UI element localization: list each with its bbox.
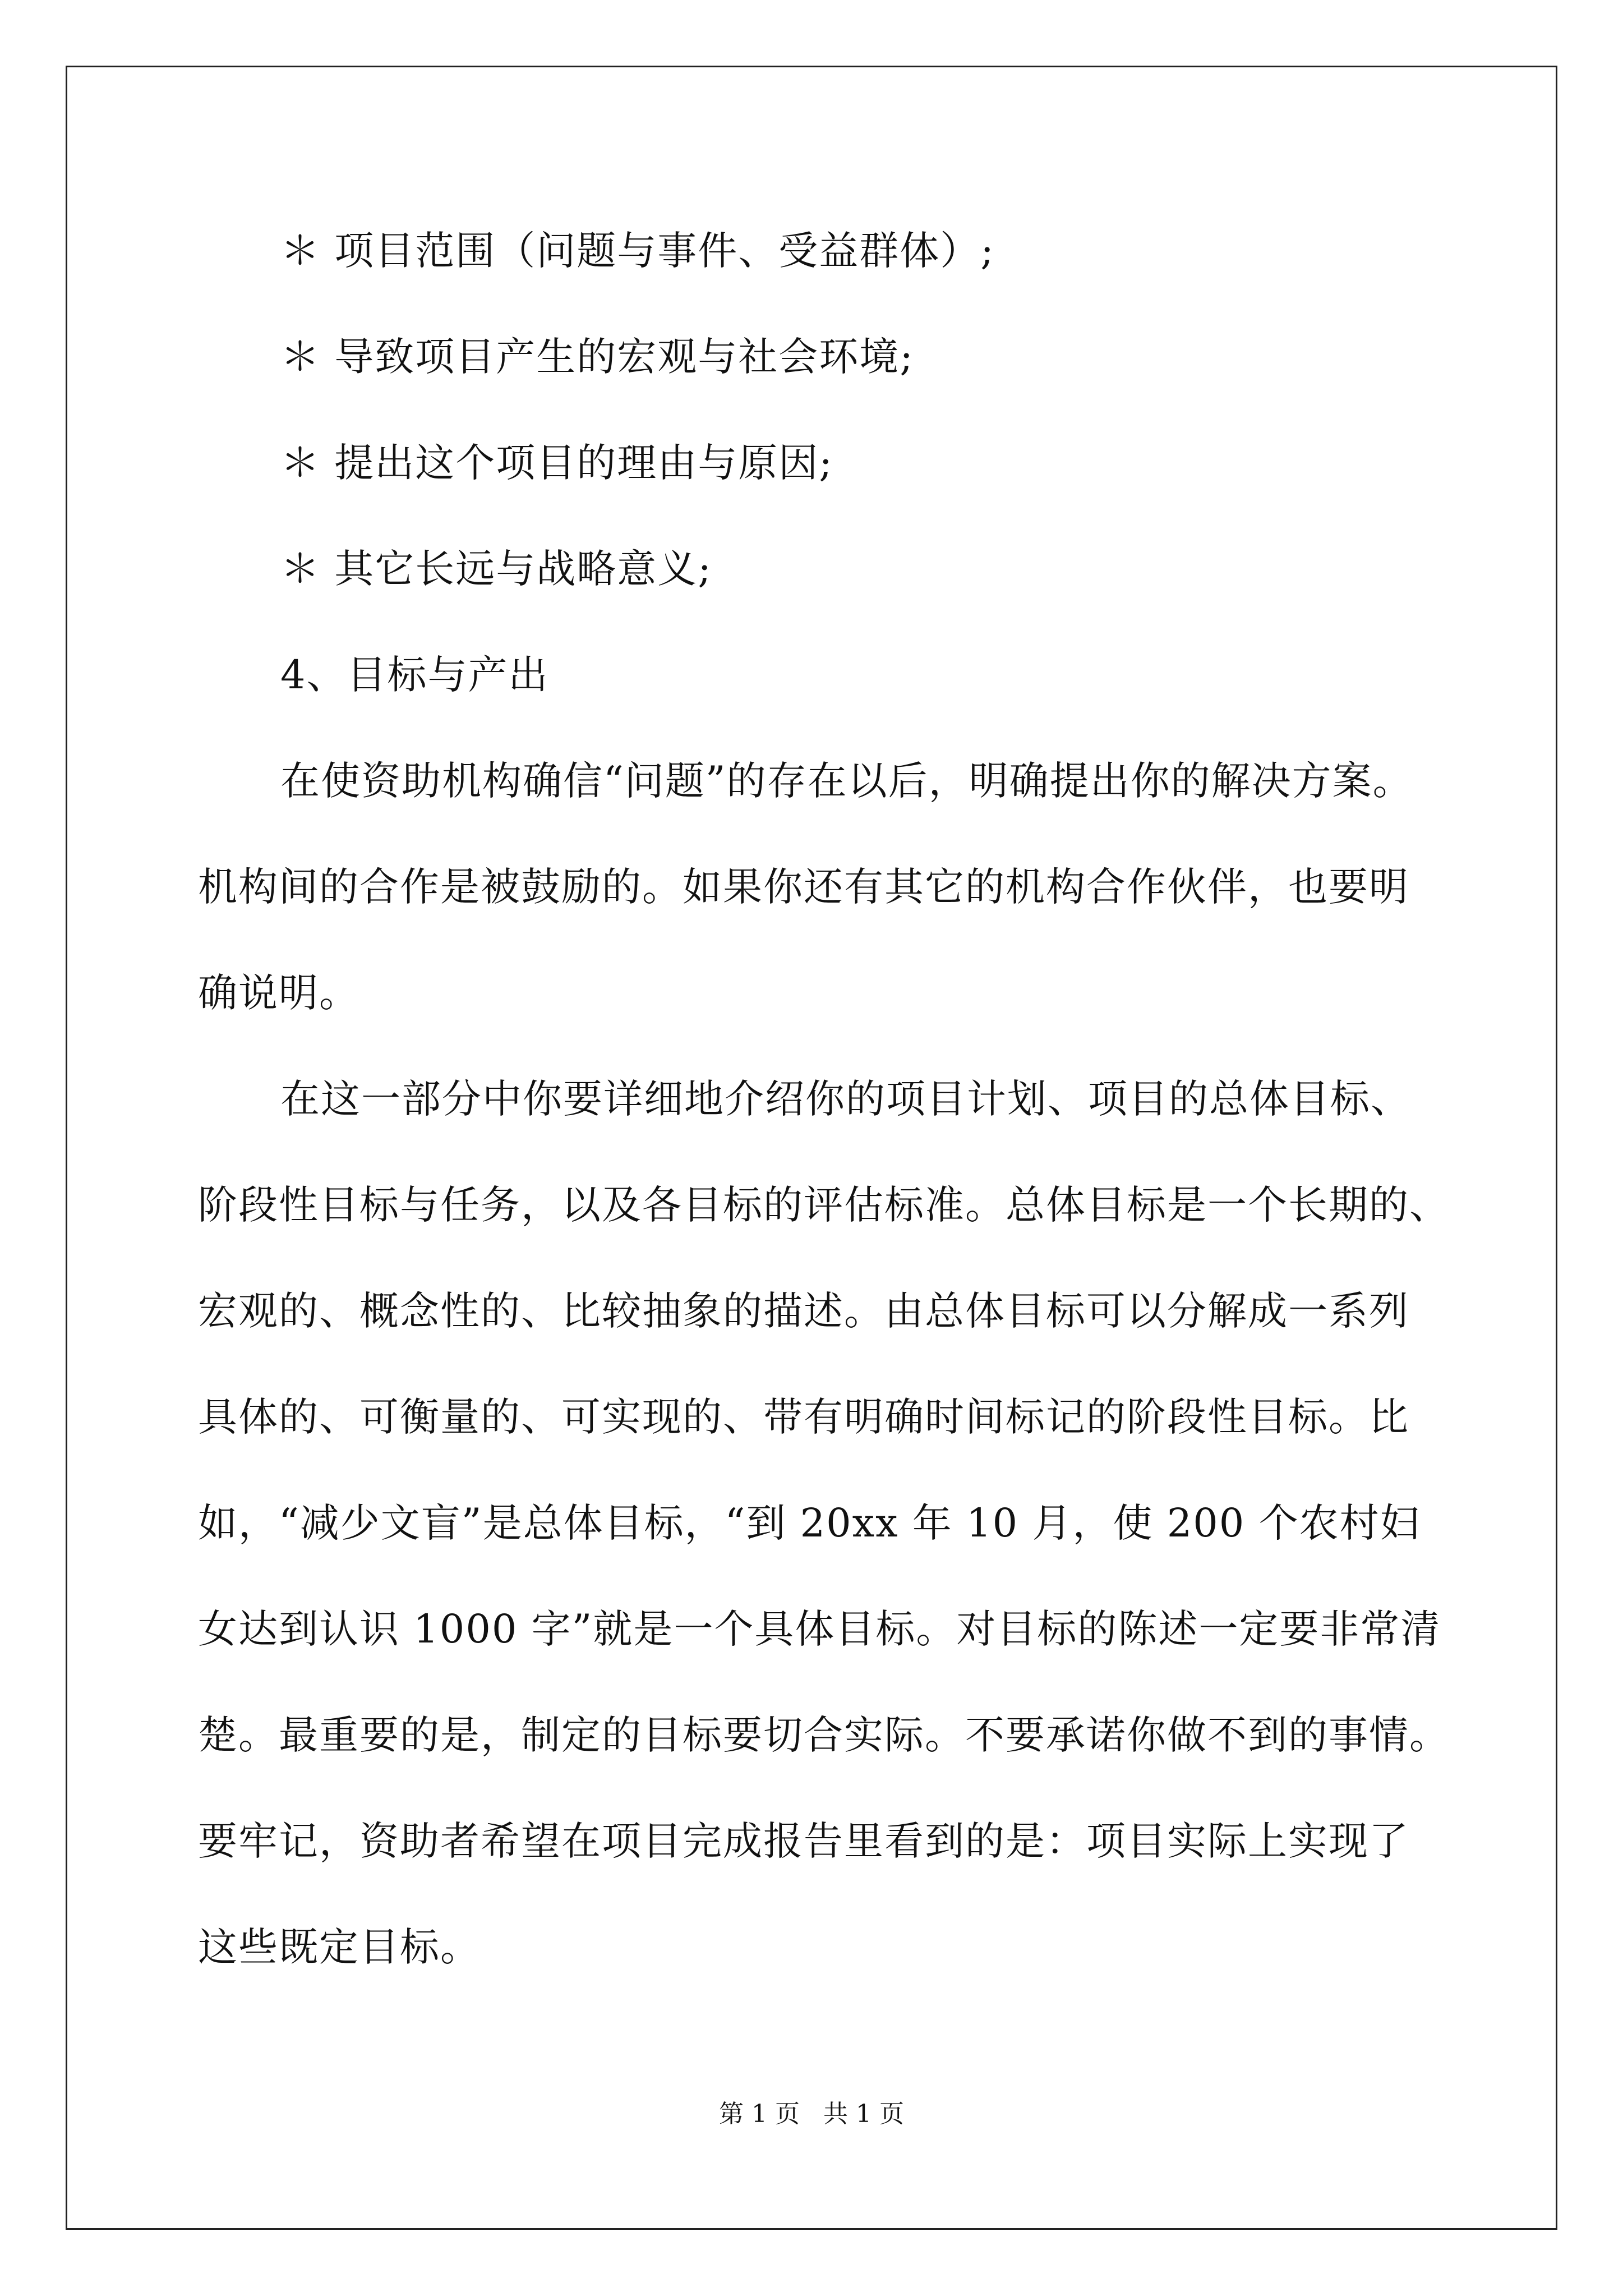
bullet-macro-environment: ＊ 导致项目产生的宏观与社会环境; — [280, 334, 914, 380]
paragraph-line: 确说明。 — [198, 970, 359, 1016]
paragraph-line: 机构间的合作是被鼓励的。如果你还有其它的机构合作伙伴，也要明 — [198, 864, 1409, 910]
page-footer: 第 1 页 共 1 页 — [719, 2100, 904, 2128]
paragraph-line: 女达到认识 1000 字”就是一个具体目标。对目标的陈述一定要非常清 — [198, 1606, 1441, 1652]
paragraph-line: 这些既定目标。 — [198, 1924, 481, 1970]
paragraph-line: 在使资助机构确信“问题”的存在以后，明确提出你的解决方案。 — [280, 758, 1413, 804]
bullet-reasons: ＊ 提出这个项目的理由与原因; — [280, 440, 833, 486]
paragraph-line: 具体的、可衡量的、可实现的、带有明确时间标记的阶段性目标。比 — [198, 1394, 1409, 1440]
bullet-project-scope: ＊ 项目范围（问题与事件、受益群体）; — [280, 228, 995, 274]
bullet-strategic-significance: ＊ 其它长远与战略意义; — [280, 546, 712, 592]
paragraph-line: 在这一部分中你要详细地介绍你的项目计划、项目的总体目标、 — [280, 1076, 1411, 1122]
paragraph-line: 阶段性目标与任务，以及各目标的评估标准。总体目标是一个长期的、 — [198, 1182, 1450, 1228]
paragraph-line: 楚。最重要的是，制定的目标要切合实际。不要承诺你做不到的事情。 — [198, 1712, 1450, 1758]
paragraph-line: 宏观的、概念性的、比较抽象的描述。由总体目标可以分解成一系列 — [198, 1288, 1409, 1334]
paragraph-line: 如，“减少文盲”是总体目标，“到 20xx 年 10 月，使 200 个农村妇 — [198, 1500, 1421, 1546]
document-body — [198, 209, 1465, 2011]
paragraph-line: 要牢记，资助者希望在项目完成报告里看到的是：项目实际上实现了 — [198, 1818, 1409, 1864]
section-heading: 4、目标与产出 — [280, 652, 549, 698]
